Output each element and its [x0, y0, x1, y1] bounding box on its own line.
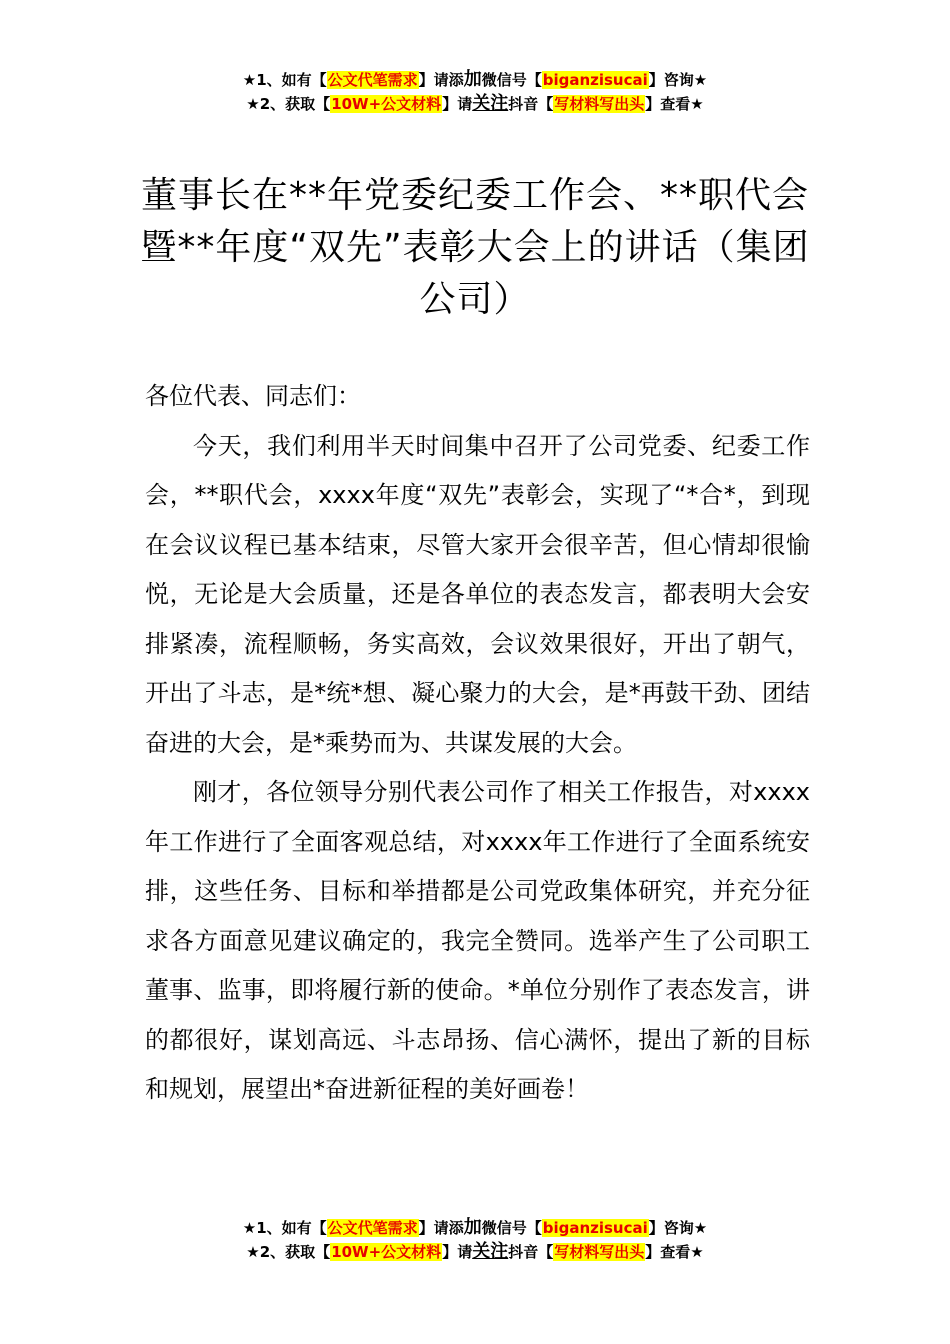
promo-highlight-douyin: 写材料写出头 [554, 1243, 645, 1261]
paragraph: 今天，我们利用半天时间集中召开了公司党委、纪委工作会，**职代会，xxxx年度“双先”表彰会，实现了“*合*，到现在会议议程已基本结束，尽管大家开会很辛苦，但心情却很愉悦，无论是大会质量，还是各单位的表态发言，都表明大会安排紧凑，流程顺畅，务实高效，会议效果很好，开出了朝气，开出了斗志，是*统*想、凝心聚力的大会，是*再鼓干劲、团结奋进的大会，是*乘势而为、共谋发展的大会。 [145, 431, 810, 757]
promo-highlight-service: 公文代笔需求 [327, 1219, 418, 1237]
promo-text: ★1、如有【 [242, 1219, 327, 1237]
promo-text: 】请 [442, 1243, 473, 1261]
document-title: 董事长在**年党委纪委工作会、**职代会暨**年度“双先”表彰大会上的讲话（集团公司） [140, 175, 810, 320]
promo-text: 微信号【 [481, 71, 542, 89]
promo-line-2 [0, 92, 950, 116]
promo-text: 】查看★ [645, 1243, 704, 1261]
promo-text: ★2、获取【 [246, 95, 331, 113]
promo-text: 】请添 [418, 1219, 464, 1237]
promo-highlight-wechat-id: biganzisucai [542, 1219, 648, 1237]
footer-promo-banner [0, 1216, 950, 1264]
promo-text: 】请 [442, 95, 473, 113]
promo-highlight-wechat-id: biganzisucai [542, 71, 648, 89]
paragraph: 刚才，各位领导分别代表公司作了相关工作报告，对xxxx年工作进行了全面客观总结，对xxxx年工作进行了全面系统安排，这些任务、目标和举措都是公司党政集体研究，并充分征求各方面意见建议确定的，我完全赞同。选举产生了公司职工董事、监事，即将履行新的使命。*单位分别作了表态发言，讲的都很好，谋划高远、斗志昂扬、信心满怀，提出了新的目标和规划，展望出*奋进新征程的美好画卷！ [145, 778, 810, 1103]
promo-text: ★2、获取【 [246, 1243, 331, 1261]
promo-text: 关注 [472, 93, 509, 114]
document-body [145, 372, 810, 1115]
promo-text: 加 [463, 69, 482, 90]
promo-text: 抖音【 [508, 1243, 554, 1261]
promo-highlight-materials: 10W+公文材料 [331, 1243, 442, 1261]
promo-text: 】咨询★ [648, 1219, 708, 1237]
header-promo-banner [0, 68, 950, 116]
promo-text: 加 [463, 1217, 482, 1238]
promo-text: ★1、如有【 [242, 71, 327, 89]
promo-text: 】咨询★ [648, 71, 708, 89]
promo-text: 】查看★ [645, 95, 704, 113]
promo-line-2 [0, 1240, 950, 1264]
promo-highlight-materials: 10W+公文材料 [331, 95, 442, 113]
promo-text: 】请添 [418, 71, 464, 89]
promo-text: 关注 [472, 1241, 509, 1262]
promo-line-1 [0, 1216, 950, 1240]
promo-highlight-douyin: 写材料写出头 [554, 95, 645, 113]
promo-text: 微信号【 [481, 1219, 542, 1237]
promo-line-1 [0, 68, 950, 92]
promo-highlight-service: 公文代笔需求 [327, 71, 418, 89]
promo-text: 抖音【 [508, 95, 554, 113]
salutation: 各位代表、同志们： [145, 382, 361, 410]
